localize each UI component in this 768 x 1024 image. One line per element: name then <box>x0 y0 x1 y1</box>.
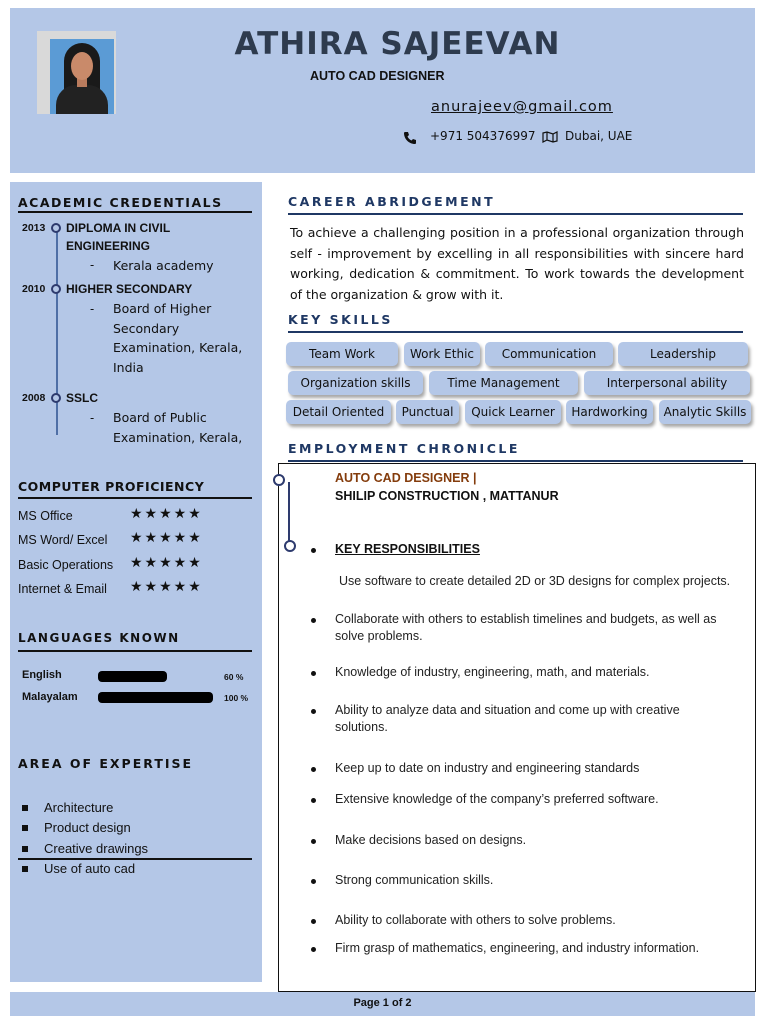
computer-rule <box>18 497 252 499</box>
expertise-item: Creative drawings <box>22 841 148 856</box>
career-rule <box>288 213 743 215</box>
academic-heading: ACADEMIC CREDENTIALS <box>18 195 223 210</box>
academic-year: 2008 <box>22 392 46 404</box>
footer-bar <box>10 992 755 1016</box>
star-rating: ★★★★★ <box>130 506 203 522</box>
skills-heading: KEY SKILLS <box>288 312 393 327</box>
skill-chip: Punctual <box>396 400 459 424</box>
square-bullet-icon <box>22 846 28 852</box>
expertise-item: Use of auto cad <box>22 861 135 876</box>
employment-timeline <box>288 482 290 546</box>
language-level-bar <box>98 671 167 682</box>
bullet-icon <box>311 618 316 623</box>
star-rating: ★★★★★ <box>130 530 203 546</box>
bullet-icon <box>311 919 316 924</box>
expertise-item: Product design <box>22 820 131 835</box>
bullet-icon <box>311 947 316 952</box>
academic-degree: SSLC <box>66 391 99 405</box>
list-dash: - <box>90 258 95 272</box>
academic-institution: Board of Higher <box>113 301 212 316</box>
career-heading: CAREER ABRIDGEMENT <box>288 194 496 209</box>
square-bullet-icon <box>22 825 28 831</box>
bullet-icon <box>311 767 316 772</box>
language-level-bar <box>98 692 213 703</box>
job-title: AUTO CAD DESIGNER | <box>335 471 477 485</box>
academic-year: 2013 <box>22 222 46 234</box>
skill-chip: Organization skills <box>288 371 423 395</box>
responsibility-item: Ability to collaborate with others to solve problems. <box>335 913 616 927</box>
page-number: Page 1 of 2 <box>353 997 412 1009</box>
timeline-dot <box>51 223 61 233</box>
languages-rule <box>18 650 252 652</box>
responsibility-item: Extensive knowledge of the company’s preferred software. <box>335 792 659 806</box>
timeline-dot <box>273 474 285 486</box>
candidate-name: ATHIRA SAJEEVAN <box>234 26 561 62</box>
employment-rule <box>288 460 743 462</box>
skill-label: Internet & Email <box>18 582 107 596</box>
candidate-title: AUTO CAD DESIGNER <box>310 69 445 83</box>
academic-institution: Examination, Kerala, <box>113 340 243 355</box>
language-name: English <box>22 669 62 681</box>
computer-heading: COMPUTER PROFICIENCY <box>18 479 205 494</box>
skill-chip: Quick Learner <box>465 400 561 424</box>
skill-chip: Work Ethic <box>404 342 480 366</box>
skill-label: MS Office <box>18 509 73 523</box>
skill-chip: Analytic Skills <box>659 400 751 424</box>
language-percent: 100 % <box>224 693 249 703</box>
academic-year: 2010 <box>22 283 46 295</box>
skill-label: MS Word/ Excel <box>18 533 108 547</box>
email-link[interactable]: anurajeev@gmail.com <box>431 99 613 115</box>
bullet-icon <box>311 548 316 553</box>
square-bullet-icon <box>22 805 28 811</box>
skill-chip: Interpersonal ability <box>584 371 750 395</box>
employment-heading: EMPLOYMENT CHRONICLE <box>288 441 520 456</box>
responsibility-item: Ability to analyze data and situation and come up with creative solutions. <box>335 703 680 734</box>
skills-rule <box>288 331 743 333</box>
bullet-icon <box>311 709 316 714</box>
star-rating: ★★★★★ <box>130 555 203 571</box>
academic-degree: HIGHER SECONDARY <box>66 282 193 296</box>
responsibility-item: Strong communication skills. <box>335 873 494 887</box>
academic-rule <box>18 211 252 213</box>
skill-chip: Communication <box>485 342 613 366</box>
bullet-icon <box>311 798 316 803</box>
academic-institution: India <box>113 359 144 375</box>
location-text: Dubai, UAE <box>565 129 633 143</box>
academic-institution: Kerala academy <box>113 258 214 273</box>
responsibility-item: Keep up to date on industry and engineering standards <box>335 761 640 775</box>
language-name: Malayalam <box>22 691 78 703</box>
expertise-heading: AREA OF EXPERTISE <box>18 756 194 771</box>
company-name: SHILIP CONSTRUCTION , MATTANUR <box>335 489 559 503</box>
responsibility-item: Knowledge of industry, engineering, math, and materials. <box>335 665 650 679</box>
responsibility-item: Make decisions based on designs. <box>335 833 527 847</box>
list-dash: - <box>90 411 95 425</box>
responsibility-intro: Use software to create detailed 2D or 3D designs for complex projects. <box>339 574 731 588</box>
timeline-dot <box>51 393 61 403</box>
academic-timeline <box>56 228 58 435</box>
bullet-icon <box>311 839 316 844</box>
phone-icon <box>403 131 417 145</box>
responsibilities-heading: KEY RESPONSIBILITIES <box>335 542 480 556</box>
map-icon <box>542 131 558 143</box>
languages-heading: LANGUAGES KNOWN <box>18 631 180 645</box>
language-percent: 60 % <box>224 672 244 682</box>
star-rating: ★★★★★ <box>130 579 203 595</box>
timeline-dot <box>51 284 61 294</box>
academic-degree: ENGINEERING <box>66 239 151 253</box>
academic-institution: Secondary <box>113 320 180 336</box>
skill-chip: Leadership <box>618 342 748 366</box>
expertise-item: Architecture <box>22 800 113 815</box>
academic-institution: Examination, Kerala, <box>113 429 243 445</box>
skill-label: Basic Operations <box>18 558 114 572</box>
list-dash: - <box>90 302 95 316</box>
square-bullet-icon <box>22 866 28 872</box>
career-objective: To achieve a challenging position in a professional organization through self - improvement by excelling in all responsibilities with sincere hard working, dedication & commitment. To work towards the development of the organization & grow with it. <box>290 225 744 303</box>
bullet-icon <box>311 879 316 884</box>
responsibility-item: Firm grasp of mathematics, engineering, and industry information. <box>335 941 700 955</box>
phone-number: +971 504376997 <box>430 129 536 143</box>
skill-chip: Hardworking <box>566 400 653 424</box>
expertise-rule <box>18 858 252 860</box>
timeline-dot <box>284 540 296 552</box>
academic-degree: DIPLOMA IN CIVIL <box>66 221 171 235</box>
academic-institution: Board of Public <box>113 410 207 425</box>
skill-chip: Time Management <box>429 371 578 395</box>
skill-chip: Detail Oriented <box>286 400 391 424</box>
responsibility-item: Collaborate with others to establish timelines and budgets, as well as solve problems. <box>335 612 717 643</box>
skill-chip: Team Work <box>286 342 398 366</box>
bullet-icon <box>311 671 316 676</box>
